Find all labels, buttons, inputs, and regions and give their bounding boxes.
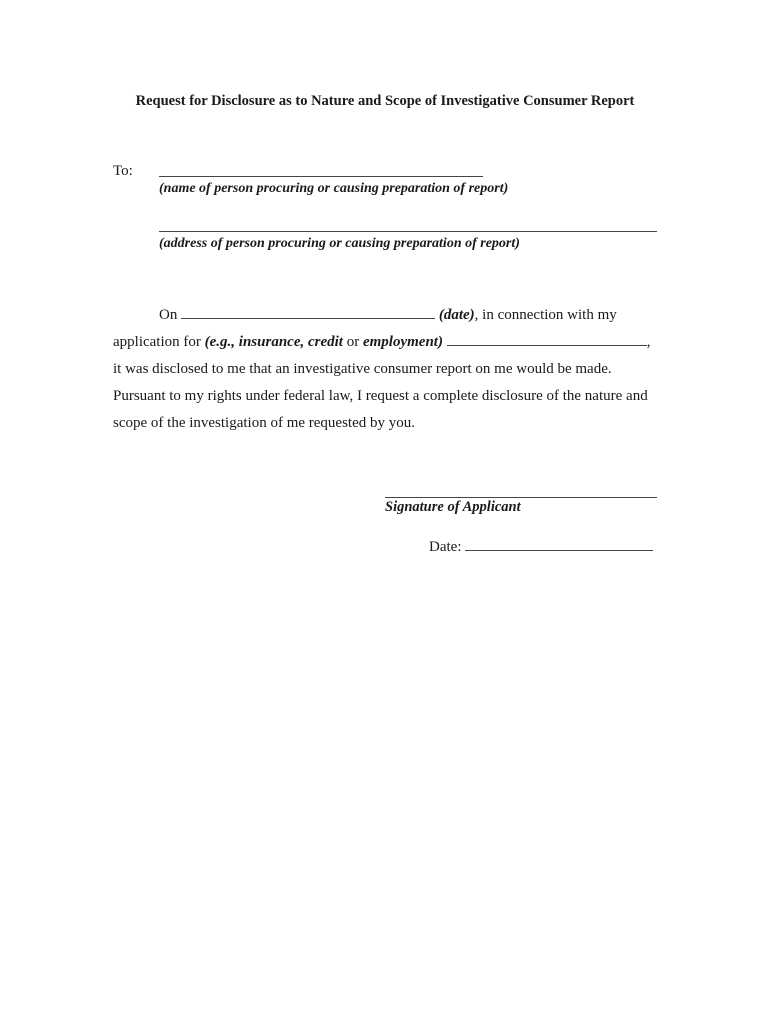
on-word: On <box>159 307 178 323</box>
paragraph-line-2 <box>113 329 673 356</box>
recipient-address-line[interactable] <box>159 231 657 232</box>
signature-date-blank[interactable] <box>465 536 653 551</box>
example-label: (e.g., insurance, credit <box>204 334 343 350</box>
or-word: or <box>342 334 363 350</box>
recipient-name-line[interactable] <box>159 176 483 177</box>
paragraph-line-3: it was disclosed to me that an investigative consumer report on me would be made. <box>113 361 612 377</box>
signature-caption: Signature of Applicant <box>385 499 521 515</box>
signature-line[interactable] <box>385 497 657 498</box>
document-title: Request for Disclosure as to Nature and Scope of Investigative Consumer Report <box>135 93 635 109</box>
line2-comma: , <box>646 334 651 350</box>
paragraph-line-4: Pursuant to my rights under federal law, I request a complete disclosure of the nature and <box>113 388 648 404</box>
recipient-name-caption: (name of person procuring or causing preparation of report) <box>159 181 509 196</box>
recipient-address-caption: (address of person procuring or causing preparation of report) <box>159 236 520 251</box>
connection-text: , in connection with my <box>474 307 617 323</box>
request-paragraph <box>113 302 673 437</box>
paragraph-line-5: scope of the investigation of me requested by you. <box>113 415 416 431</box>
employment-label: employment) <box>362 334 443 350</box>
to-label: To: <box>113 163 133 179</box>
application-for-text: application for <box>113 334 205 350</box>
date-field-label: (date) <box>438 307 475 323</box>
paragraph-line-1 <box>113 302 673 329</box>
signature-date-label: Date: <box>429 539 462 555</box>
date-blank[interactable] <box>181 304 435 319</box>
application-type-blank[interactable] <box>447 331 647 346</box>
signature-date-row <box>429 536 653 556</box>
